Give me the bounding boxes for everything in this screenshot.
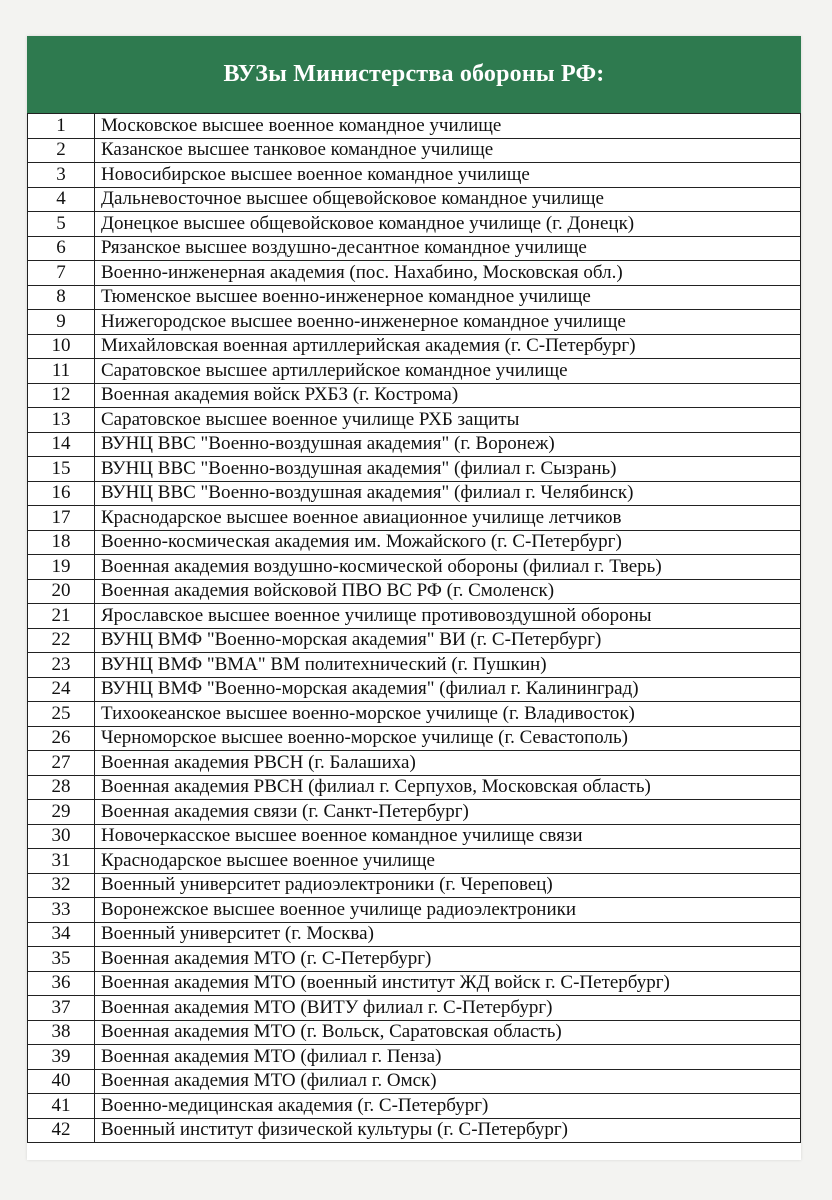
- row-number: 19: [28, 555, 95, 580]
- table-row: [28, 261, 801, 286]
- institution-name: Военная академия воздушно-космической обороны (филиал г. Тверь): [95, 555, 801, 580]
- row-number: 10: [28, 334, 95, 359]
- table-row: [28, 555, 801, 580]
- row-number: 39: [28, 1045, 95, 1070]
- table-row: [28, 1118, 801, 1143]
- institution-name: Нижегородское высшее военно-инженерное командное училище: [95, 310, 801, 335]
- table-row: [28, 114, 801, 139]
- table-row: [28, 359, 801, 384]
- institution-name: Военная академия связи (г. Санкт-Петербург): [95, 800, 801, 825]
- institution-name: Саратовское высшее военное училище РХБ защиты: [95, 408, 801, 433]
- row-number: 25: [28, 702, 95, 727]
- table-row: [28, 236, 801, 261]
- table-row: [28, 653, 801, 678]
- institution-name: Военно-медицинская академия (г. С-Петербург): [95, 1094, 801, 1119]
- table-row: [28, 1045, 801, 1070]
- row-number: 36: [28, 971, 95, 996]
- table-row: [28, 726, 801, 751]
- table-row: [28, 971, 801, 996]
- table-row: [28, 898, 801, 923]
- institution-name: Военный университет радиоэлектроники (г. Череповец): [95, 873, 801, 898]
- table-row: [28, 530, 801, 555]
- row-number: 1: [28, 114, 95, 139]
- row-number: 4: [28, 187, 95, 212]
- table-row: [28, 677, 801, 702]
- row-number: 9: [28, 310, 95, 335]
- institutions-table-body: [28, 114, 801, 1143]
- row-number: 33: [28, 898, 95, 923]
- table-row: [28, 751, 801, 776]
- row-number: 40: [28, 1069, 95, 1094]
- table-row: [28, 775, 801, 800]
- row-number: 38: [28, 1020, 95, 1045]
- table-row: [28, 285, 801, 310]
- table-row: [28, 163, 801, 188]
- row-number: 24: [28, 677, 95, 702]
- institution-name: Новосибирское высшее военное командное училище: [95, 163, 801, 188]
- institution-name: Военная академия МТО (г. С-Петербург): [95, 947, 801, 972]
- table-row: [28, 800, 801, 825]
- table-row: [28, 579, 801, 604]
- row-number: 42: [28, 1118, 95, 1143]
- institution-name: Рязанское высшее воздушно-десантное командное училище: [95, 236, 801, 261]
- table-row: [28, 1094, 801, 1119]
- institution-name: ВУНЦ ВВС "Военно-воздушная академия" (филиал г. Челябинск): [95, 481, 801, 506]
- row-number: 18: [28, 530, 95, 555]
- row-number: 16: [28, 481, 95, 506]
- institution-name: Михайловская военная артиллерийская академия (г. С-Петербург): [95, 334, 801, 359]
- row-number: 31: [28, 849, 95, 874]
- institution-name: Тихоокеанское высшее военно-морское училище (г. Владивосток): [95, 702, 801, 727]
- row-number: 2: [28, 138, 95, 163]
- institution-name: Дальневосточное высшее общевойсковое командное училище: [95, 187, 801, 212]
- table-row: [28, 947, 801, 972]
- row-number: 34: [28, 922, 95, 947]
- row-number: 30: [28, 824, 95, 849]
- row-number: 12: [28, 383, 95, 408]
- institution-name: Военная академия войсковой ПВО ВС РФ (г. Смоленск): [95, 579, 801, 604]
- table-row: [28, 996, 801, 1021]
- table-row: [28, 824, 801, 849]
- table-row: [28, 849, 801, 874]
- row-number: 32: [28, 873, 95, 898]
- row-number: 6: [28, 236, 95, 261]
- institution-name: Военная академия МТО (г. Вольск, Саратовская область): [95, 1020, 801, 1045]
- institution-name: ВУНЦ ВМФ "ВМА" ВМ политехнический (г. Пушкин): [95, 653, 801, 678]
- table-row: [28, 506, 801, 531]
- table-row: [28, 310, 801, 335]
- row-number: 41: [28, 1094, 95, 1119]
- table-row: [28, 408, 801, 433]
- table-row: [28, 873, 801, 898]
- row-number: 15: [28, 457, 95, 482]
- institution-name: Тюменское высшее военно-инженерное командное училище: [95, 285, 801, 310]
- row-number: 27: [28, 751, 95, 776]
- institution-name: Военная академия МТО (ВИТУ филиал г. С-Петербург): [95, 996, 801, 1021]
- row-number: 17: [28, 506, 95, 531]
- institution-name: ВУНЦ ВВС "Военно-воздушная академия" (филиал г. Сызрань): [95, 457, 801, 482]
- institution-name: Военный университет (г. Москва): [95, 922, 801, 947]
- institution-name: Военная академия МТО (филиал г. Пенза): [95, 1045, 801, 1070]
- table-row: [28, 702, 801, 727]
- institutions-table: [27, 113, 801, 1143]
- institution-name: Ярославское высшее военное училище противовоздушной обороны: [95, 604, 801, 629]
- row-number: 21: [28, 604, 95, 629]
- row-number: 28: [28, 775, 95, 800]
- row-number: 22: [28, 628, 95, 653]
- institution-name: Военно-инженерная академия (пос. Нахабино, Московская обл.): [95, 261, 801, 286]
- institution-name: Воронежское высшее военное училище радиоэлектроники: [95, 898, 801, 923]
- row-number: 23: [28, 653, 95, 678]
- institution-name: Новочеркасское высшее военное командное училище связи: [95, 824, 801, 849]
- institution-name: Военная академия МТО (филиал г. Омск): [95, 1069, 801, 1094]
- institution-name: Саратовское высшее артиллерийское командное училище: [95, 359, 801, 384]
- institution-name: ВУНЦ ВМФ "Военно-морская академия" (филиал г. Калининград): [95, 677, 801, 702]
- table-row: [28, 334, 801, 359]
- institution-name: Казанское высшее танковое командное училище: [95, 138, 801, 163]
- institution-name: Краснодарское высшее военное авиационное училище летчиков: [95, 506, 801, 531]
- table-row: [28, 1069, 801, 1094]
- table-row: [28, 604, 801, 629]
- table-row: [28, 1020, 801, 1045]
- institution-name: Военная академия РВСН (филиал г. Серпухов, Московская область): [95, 775, 801, 800]
- row-number: 5: [28, 212, 95, 237]
- row-number: 14: [28, 432, 95, 457]
- institution-name: Военно-космическая академия им. Можайского (г. С-Петербург): [95, 530, 801, 555]
- row-number: 3: [28, 163, 95, 188]
- document-title-banner: [27, 36, 801, 113]
- table-row: [28, 481, 801, 506]
- row-number: 11: [28, 359, 95, 384]
- table-row: [28, 457, 801, 482]
- institution-name: ВУНЦ ВВС "Военно-воздушная академия" (г. Воронеж): [95, 432, 801, 457]
- row-number: 13: [28, 408, 95, 433]
- institution-name: Московское высшее военное командное училище: [95, 114, 801, 139]
- institution-name: Военная академия РВСН (г. Балашиха): [95, 751, 801, 776]
- table-row: [28, 922, 801, 947]
- table-row: [28, 628, 801, 653]
- institution-name: Черноморское высшее военно-морское училище (г. Севастополь): [95, 726, 801, 751]
- institution-name: Краснодарское высшее военное училище: [95, 849, 801, 874]
- table-row: [28, 383, 801, 408]
- document-title: ВУЗы Министерства обороны РФ:: [223, 61, 605, 87]
- row-number: 8: [28, 285, 95, 310]
- table-row: [28, 432, 801, 457]
- document-sheet: [27, 36, 801, 1160]
- row-number: 7: [28, 261, 95, 286]
- row-number: 29: [28, 800, 95, 825]
- institution-name: Военная академия войск РХБЗ (г. Кострома): [95, 383, 801, 408]
- table-row: [28, 187, 801, 212]
- table-row: [28, 138, 801, 163]
- institution-name: Военный институт физической культуры (г. С-Петербург): [95, 1118, 801, 1143]
- institution-name: ВУНЦ ВМФ "Военно-морская академия" ВИ (г. С-Петербург): [95, 628, 801, 653]
- row-number: 26: [28, 726, 95, 751]
- institution-name: Донецкое высшее общевойсковое командное училище (г. Донецк): [95, 212, 801, 237]
- row-number: 35: [28, 947, 95, 972]
- table-row: [28, 212, 801, 237]
- row-number: 20: [28, 579, 95, 604]
- row-number: 37: [28, 996, 95, 1021]
- institution-name: Военная академия МТО (военный институт ЖД войск г. С-Петербург): [95, 971, 801, 996]
